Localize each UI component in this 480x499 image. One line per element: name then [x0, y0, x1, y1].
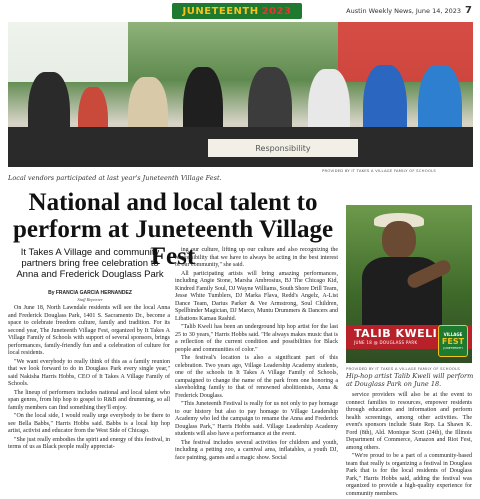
- paragraph: "On the local side, I would really urge everybody to be there to see Bella Babbs," Harris Hobbs said. Babbs is a local hip hop artist, activist and educator from the West Side of Chicago.: [8, 413, 170, 434]
- article-column-2: [175, 247, 338, 463]
- article-column-1: [8, 305, 170, 453]
- paragraph: "We're proud to be a part of a community-based team that really is organizing a festival in Douglass Park that is for the local residents of Douglass Park," Harris Hobbs said, adding the festival was organized to provide a high-quality experience for community members.: [346, 453, 472, 497]
- paragraph: The festival includes several activities for children and youth, including a petting zoo, a carnival area, inflatables, a youth DJ, face painting, games and a magic show. Social: [175, 439, 338, 461]
- paragraph: All participating artists will bring amazing performances, including Angie Stone, Marsha Ambrosius, BJ The Chicago Kid, Kindred Family Soul, DJ Wayne Williams, South Shore Drill Team, Jesse White Tumblers, DJ Marka Flava, Redd's Angelz, A-List Dance Team, Darius Parker & Vee Armstrong, Soul Children, Spellbinder Magician, DJ Marco, Muntu Drummers & Dancers and Libations Kamau Rashid.: [175, 270, 338, 322]
- logo-line-1: VILLAGE: [443, 332, 463, 337]
- top-photo-caption: Local vendors participated at last year's Juneteenth Village Fest.: [8, 174, 222, 182]
- paragraph: The lineup of performers includes national and local talent who span genres, from hip hop to gospel to R&B and drumming, so all family members can find something they'll enjoy.: [8, 389, 170, 411]
- talib-kweli-photo: [346, 205, 472, 363]
- page-number: 7: [465, 5, 472, 16]
- paragraph: On June 18, North Lawndale residents will see the local Anna and Frederick Douglass Park, 1401 S. Sacramento Dr., become a space to celebrate freedom culture, family and tradition. For its second year, The Juneteenth Village Fest, organized by It Takes A Village Family of Schools with support of several sponsors, brings performances, family-friendly fun and a celebration of culture for local residents.: [8, 305, 170, 356]
- article-headline: National and local talent to perform at Juneteenth Village Fest: [12, 189, 334, 270]
- paragraph: "We want everybody to really think of this as a family reunion that we look forward to do in Douglass Park every single year," said Nakisha Harris Hobbs, CEO of It Takes A Village Family of Schools.: [8, 358, 170, 387]
- village-fest-logo: [438, 325, 468, 357]
- paragraph: service providers will also be at the event to connect families to resources, empower residents through education and information and perform health screenings, among other activities. The event's sponsors include State Rep. La Shawn K. Ford (8th), Ald. Monique Scott (24th), the Illinois Department of Commerce, Amazon and Riot Fest, among others.: [346, 392, 472, 451]
- publication-line: Austin Weekly News, June 14, 2023: [346, 6, 462, 15]
- banner-word: JUNETEENTH: [182, 5, 259, 17]
- paragraph: "Talib Kweli has been an underground hip hop artist for the last 25 to 30 years," Harris Hobbs said. "He always makes music that is a reflection of the current condition and possibilities for Black people and communities of color.": [175, 324, 338, 353]
- vendors-photo: [8, 22, 473, 167]
- byline-role: Staff Reporter: [77, 297, 103, 302]
- banner-year: 2023: [261, 5, 292, 17]
- performer-date: JUNE 18 @ DOUGLASS PARK: [354, 340, 418, 345]
- paragraph: "She just really embodies the spirit and energy of this festival, in terms of us as Black people really appreciat-: [8, 436, 170, 450]
- paragraph: The festival's location is also a significant part of this celebration. Two years ago, Village Leadership Academy students, one of the schools in It Takes A Village Family of Schools, campaigned to change the name of the park from one honoring a slaveholding family to that of renowned abolitionists, Anna & Frederick Douglass.: [175, 355, 338, 399]
- logo-line-3: JUNETEENTH: [443, 346, 463, 350]
- side-photo-caption: Hip-hop artist Talib Kweli will perform at Douglass Park on June 18.: [346, 372, 474, 388]
- performer-name: TALIB KWELI: [354, 327, 438, 340]
- logo-line-2: FEST: [441, 337, 465, 346]
- side-photo-credit: PROVIDED BY IT TAKES A VILLAGE FAMILY OF SCHOOLS: [346, 366, 460, 371]
- publication-info: [346, 5, 472, 16]
- article-deck: It Takes A Village and community partners bring free celebration to Anna and Frederick Douglass Park: [16, 247, 164, 280]
- paragraph: "This Juneteenth Festival is really for us not only to pay homage to our history but also to pay homage to Village Leadership Academy who led the campaign to rename the Anna and Frederick Douglass Park," Harris Hobbs said. Village Leadership Academy students will also have a performance at the event.: [175, 401, 338, 437]
- top-photo-credit: PROVIDED BY IT TAKES A VILLAGE FAMILY OF SCHOOLS: [322, 168, 436, 173]
- table-sign: Responsibility: [208, 139, 358, 157]
- article-column-3: [346, 392, 472, 499]
- byline: By FRANCIA GARCIA HERNANDEZ: [48, 290, 132, 296]
- paragraph: ing our culture, lifting up our culture and also recognizing the responsibility that we have to always be acting in the best interest of our community," she said.: [175, 247, 338, 268]
- section-banner: [172, 3, 302, 19]
